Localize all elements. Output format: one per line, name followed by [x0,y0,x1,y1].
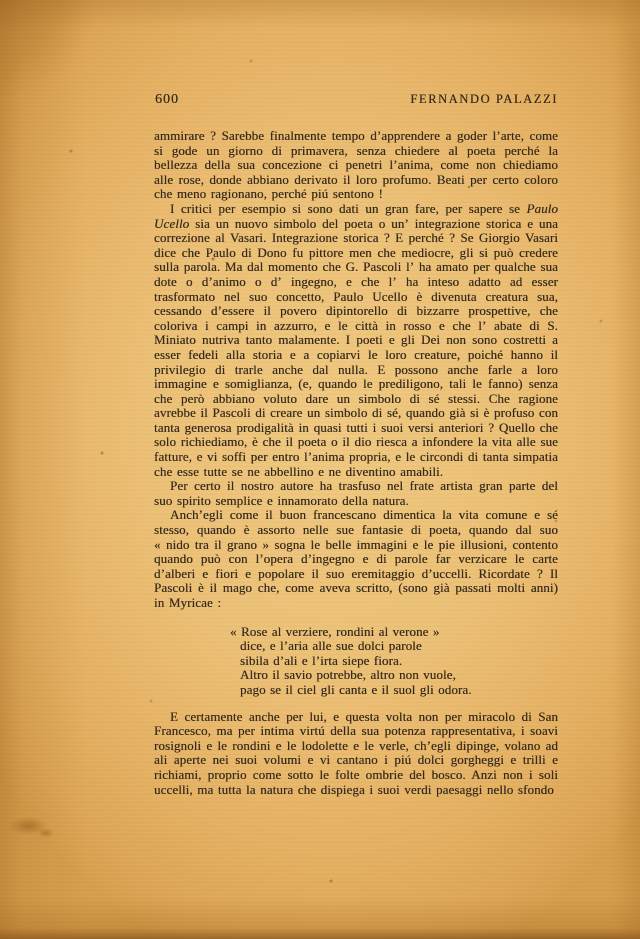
verse-line: sibila d’ali e l’irta siepe fiora. [240,652,403,668]
verse-block [230,623,558,698]
verse-line: Altro il savio potrebbe, altro non vuole, [240,667,456,683]
text-run: ammirare ? Sarebbe finalmente tempo d’apprendere a goder l’arte, come si gode un giorno di primavera, senza chiedere al poeta perché la bellezza della sua concezione ci penetri l’anima, come non chiediamo alle rose, donde abbiano derivato il loro profumo. Beati per certo coloro che meno ragionano, perché piú sentono ! [154,128,558,202]
paragraph [154,508,558,610]
text-run: Per certo il nostro autore ha trasfuso nel frate artista gran parte del suo spirito semplice e innamorato della natura. [154,478,558,508]
text-run: I critici per esempio si sono dati un gran fare, per sapere se [170,200,527,216]
running-title: FERNANDO PALAZZI [410,92,558,106]
text-run: sia un nuovo simbolo del poeta o un’ integrazione storica e una correzione al Vasari. Integrazione storica ? E perché ? Se Giorgio Vasari dice che Paulo di Dono fu pittore men che mediocre, gli si può credere sulla parola. Ma dal momento che G. Pascoli l’ ha amato per qualche sua dote o d’animo o d’ ingegno, e che l’ ha inteso adatto ad esser trasformato nel suo concetto, Paulo Ucello è divenuta creatura sua, cessando d’essere il povero dipintorello di bizzarre prospettive, che coloriva i campi in azzurro, e le città in rosso e che l’ abate di S. Miniato nutriva tanto malamente. I poeti e gli Dei non sono costretti a esser fedeli alla storia e a copiarvi le loro creature, poiché hanno il privilegio di trarle anche dal nulla. E possono anche farle a loro immagine e somiglianza, (e, quando le prediligono, tali le fanno) senza che però abbiano voluto dare un simbolo di sé stessi. Che ragione avrebbe il Pascoli di creare un simbolo di sé, quando già si è profuso con tanta generosa prodigalità in quasi tutti i suoi versi anteriori ? Quello che solo richiediamo, è che il poeta o il dio riesca a infondere la vita alle sue fatture, e vi soffi per entro l’anima propria, e le circondi di tanta simpatia che esse tutte se ne abbellino e ne diventino amabili. [154,215,558,479]
paragraph [154,479,558,508]
paragraph [154,202,558,479]
body-text [154,129,558,797]
text-run: E certamente anche per lui, e questa volta non per miracolo di San Francesco, ma per intima virtú della sua potenza rappresentativa, i soavi rosignoli e le rondini e le lodolette e le verle, ch’egli dipinge, volano ad ali aperte nei suoi volumi e vi cantano i piú dolci gorgheggi e trilli e richiami, proprio come sotto le folte ombrie del bosco. Anzi non i soli uccelli, ma tutta la natura che dispiega i suoi verdi paesaggi nello sfondo [154,708,558,797]
paper-specks [0,0,2,2]
verse-line: « Rose al verziere, rondini al verone » [230,623,440,639]
paragraph [154,710,558,798]
text-run: Anch’egli come il buon francescano dimentica la vita comune e sé stesso, quando è assorto nelle sue fantasie di poeta, quando dal suo « nido tra il grano » sogna le belle immagini e le pie illusioni, contento quando può con l’opera d’ingegno e di parole far verzicare le carte d’alberi e fiori e popolare il suo eremitaggio d’uccelli. Ricordate ? Il Pascoli è il mago che, come aveva scritto, (sono già passati molti anni) in Myricae : [154,507,558,610]
verse-line: dice, e l’aria alle sue dolci parole [240,638,422,654]
page-header [155,92,558,108]
paragraph [154,129,558,202]
italic-text-run: Paulo Ucello [154,200,558,231]
page-number: 600 [155,92,179,107]
verse-line: pago se il ciel gli canta e il suol gli odora. [240,681,472,697]
